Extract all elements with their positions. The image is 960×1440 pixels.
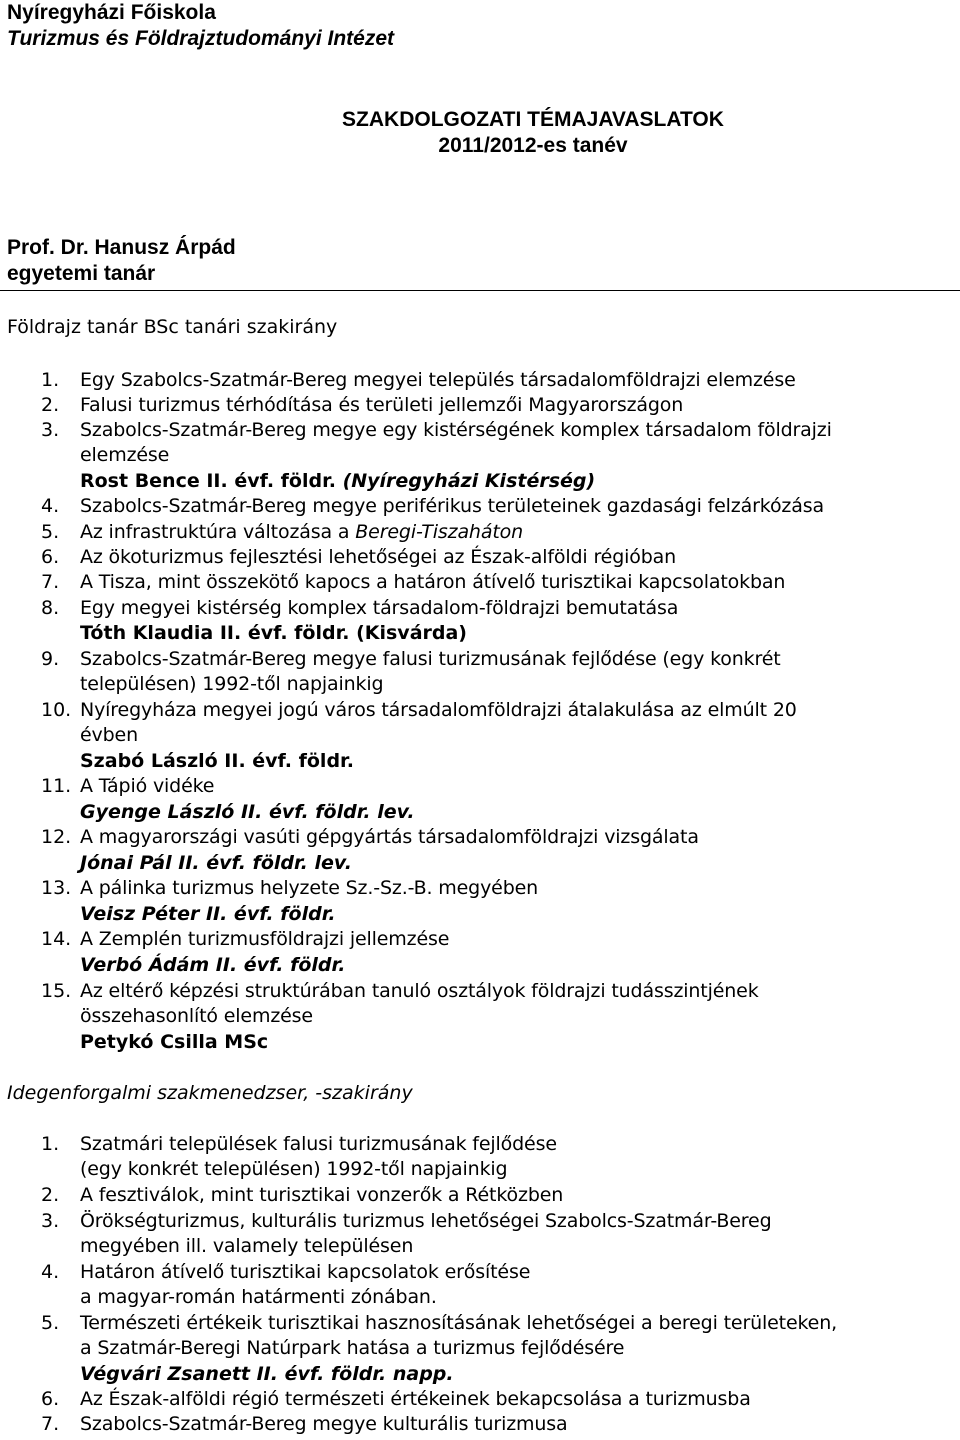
topic-number: 3. bbox=[41, 1210, 60, 1232]
section-heading-geography: Földrajz tanár BSc tanári szakirány bbox=[7, 316, 338, 338]
topic-title-cont: elemzése bbox=[80, 444, 170, 466]
topic-title-cont: megyében ill. valamely településen bbox=[80, 1235, 414, 1257]
topic-number: 4. bbox=[41, 495, 60, 517]
topic-number: 13. bbox=[41, 877, 72, 899]
topic-number: 6. bbox=[41, 1388, 60, 1410]
institute-name: Turizmus és Földrajztudományi Intézet bbox=[7, 27, 395, 50]
topic-title: Az eltérő képzési struktúrában tanuló osztályok földrajzi tudásszintjének bbox=[80, 980, 759, 1002]
topic-number: 7. bbox=[41, 1413, 60, 1435]
topic-number: 5. bbox=[41, 1312, 60, 1334]
topic-number: 6. bbox=[41, 546, 60, 568]
topic-number: 4. bbox=[41, 1261, 60, 1283]
topic-number: 7. bbox=[41, 571, 60, 593]
topic-number: 1. bbox=[41, 369, 60, 391]
topic-title: Az ökoturizmus fejlesztési lehetőségei az Észak-alföldi régióban bbox=[80, 546, 677, 568]
topic-title: Nyíregyháza megyei jogú város társadalomföldrajzi átalakulása az elmúlt 20 bbox=[80, 699, 797, 721]
topic-number: 11. bbox=[41, 775, 72, 797]
student-assignment: Verbó Ádám II. évf. földr. bbox=[80, 954, 346, 976]
topic-title: Szabolcs-Szatmár-Bereg megye kulturális turizmusa bbox=[80, 1413, 568, 1435]
topic-number: 3. bbox=[41, 419, 60, 441]
topic-title: Szabolcs-Szatmár-Bereg megye egy kistérségének komplex társadalom földrajzi bbox=[80, 419, 832, 441]
topic-title: A magyarországi vasúti gépgyártás társadalomföldrajzi vizsgálata bbox=[80, 826, 699, 848]
topic-title: A Tápió vidéke bbox=[80, 775, 215, 797]
topic-title: Természeti értékeik turisztikai hasznosításának lehetőségei a beregi területeken, bbox=[80, 1312, 837, 1334]
institution-name: Nyíregyházi Főiskola bbox=[7, 1, 216, 24]
topic-number: 15. bbox=[41, 980, 72, 1002]
topic-title: Szabolcs-Szatmár-Bereg megye periférikus területeinek gazdasági felzárkózása bbox=[80, 495, 824, 517]
topic-title-cont: (egy konkrét településen) 1992-től napjainkig bbox=[80, 1158, 508, 1180]
topic-title-place: Beregi-Tiszaháton bbox=[355, 521, 523, 543]
topic-title: Egy Szabolcs-Szatmár-Bereg megyei település társadalomföldrajzi elemzése bbox=[80, 369, 796, 391]
topic-title: A pálinka turizmus helyzete Sz.-Sz.-B. megyében bbox=[80, 877, 539, 899]
student-assignment: Szabó László II. évf. földr. bbox=[80, 750, 354, 772]
page-title: SZAKDOLGOZATI TÉMAJAVASLATOK bbox=[342, 108, 724, 131]
topic-title: A Tisza, mint összekötő kapocs a határon átívelő turisztikai kapcsolatokban bbox=[80, 571, 786, 593]
topic-number: 2. bbox=[41, 394, 60, 416]
topic-title: Az Észak-alföldi régió természeti értékeinek bekapcsolása a turizmusba bbox=[80, 1388, 751, 1410]
topic-title: A fesztiválok, mint turisztikai vonzerők a Rétközben bbox=[80, 1184, 564, 1206]
section-heading-tourism: Idegenforgalmi szakmenedzser, -szakirány bbox=[7, 1082, 413, 1104]
student-assignment bbox=[80, 469, 595, 494]
topic-title bbox=[80, 520, 523, 545]
topic-number: 14. bbox=[41, 928, 72, 950]
topic-title: Örökségturizmus, kulturális turizmus lehetőségei Szabolcs-Szatmár-Bereg bbox=[80, 1210, 772, 1232]
topic-number: 8. bbox=[41, 597, 60, 619]
student-assignment: Veisz Péter II. évf. földr. bbox=[80, 903, 336, 925]
topic-title-cont: a Szatmár-Beregi Natúrpark hatása a turizmus fejlődésére bbox=[80, 1337, 625, 1359]
topic-title: A Zemplén turizmusföldrajzi jellemzése bbox=[80, 928, 450, 950]
topic-title-cont: összehasonlító elemzése bbox=[80, 1005, 313, 1027]
topic-number: 5. bbox=[41, 521, 60, 543]
topic-number: 9. bbox=[41, 648, 60, 670]
student-assignment: Tóth Klaudia II. évf. földr. (Kisvárda) bbox=[80, 622, 467, 644]
student-assignment: Végvári Zsanett II. évf. földr. napp. bbox=[80, 1363, 454, 1385]
divider-line bbox=[0, 290, 960, 291]
student-area: (Nyíregyházi Kistérség) bbox=[342, 470, 596, 492]
topic-title: Határon átívelő turisztikai kapcsolatok erősítése bbox=[80, 1261, 531, 1283]
supervisor-position: egyetemi tanár bbox=[7, 262, 156, 285]
topic-title-cont: településen) 1992-től napjainkig bbox=[80, 673, 384, 695]
academic-year: 2011/2012-es tanév bbox=[438, 134, 628, 157]
student-assignment: Gyenge László II. évf. földr. lev. bbox=[80, 801, 415, 823]
topic-title-cont: évben bbox=[80, 724, 138, 746]
topic-title: Szatmári települések falusi turizmusának fejlődése bbox=[80, 1133, 557, 1155]
topic-title: Egy megyei kistérség komplex társadalom-földrajzi bemutatása bbox=[80, 597, 679, 619]
topic-title-cont: a magyar-román határmenti zónában. bbox=[80, 1286, 437, 1308]
student-name: Rost Bence II. évf. földr. bbox=[80, 470, 343, 492]
topic-number: 1. bbox=[41, 1133, 60, 1155]
topic-title: Falusi turizmus térhódítása és területi jellemzői Magyarországon bbox=[80, 394, 684, 416]
topic-number: 10. bbox=[41, 699, 72, 721]
topic-title-text: Az infrastruktúra változása a bbox=[80, 521, 356, 543]
topic-number: 2. bbox=[41, 1184, 60, 1206]
student-assignment: Jónai Pál II. évf. földr. lev. bbox=[80, 852, 352, 874]
topic-number: 12. bbox=[41, 826, 72, 848]
student-assignment: Petykó Csilla MSc bbox=[80, 1031, 269, 1053]
topic-title: Szabolcs-Szatmár-Bereg megye falusi turizmusának fejlődése (egy konkrét bbox=[80, 648, 781, 670]
supervisor-name: Prof. Dr. Hanusz Árpád bbox=[7, 236, 236, 259]
